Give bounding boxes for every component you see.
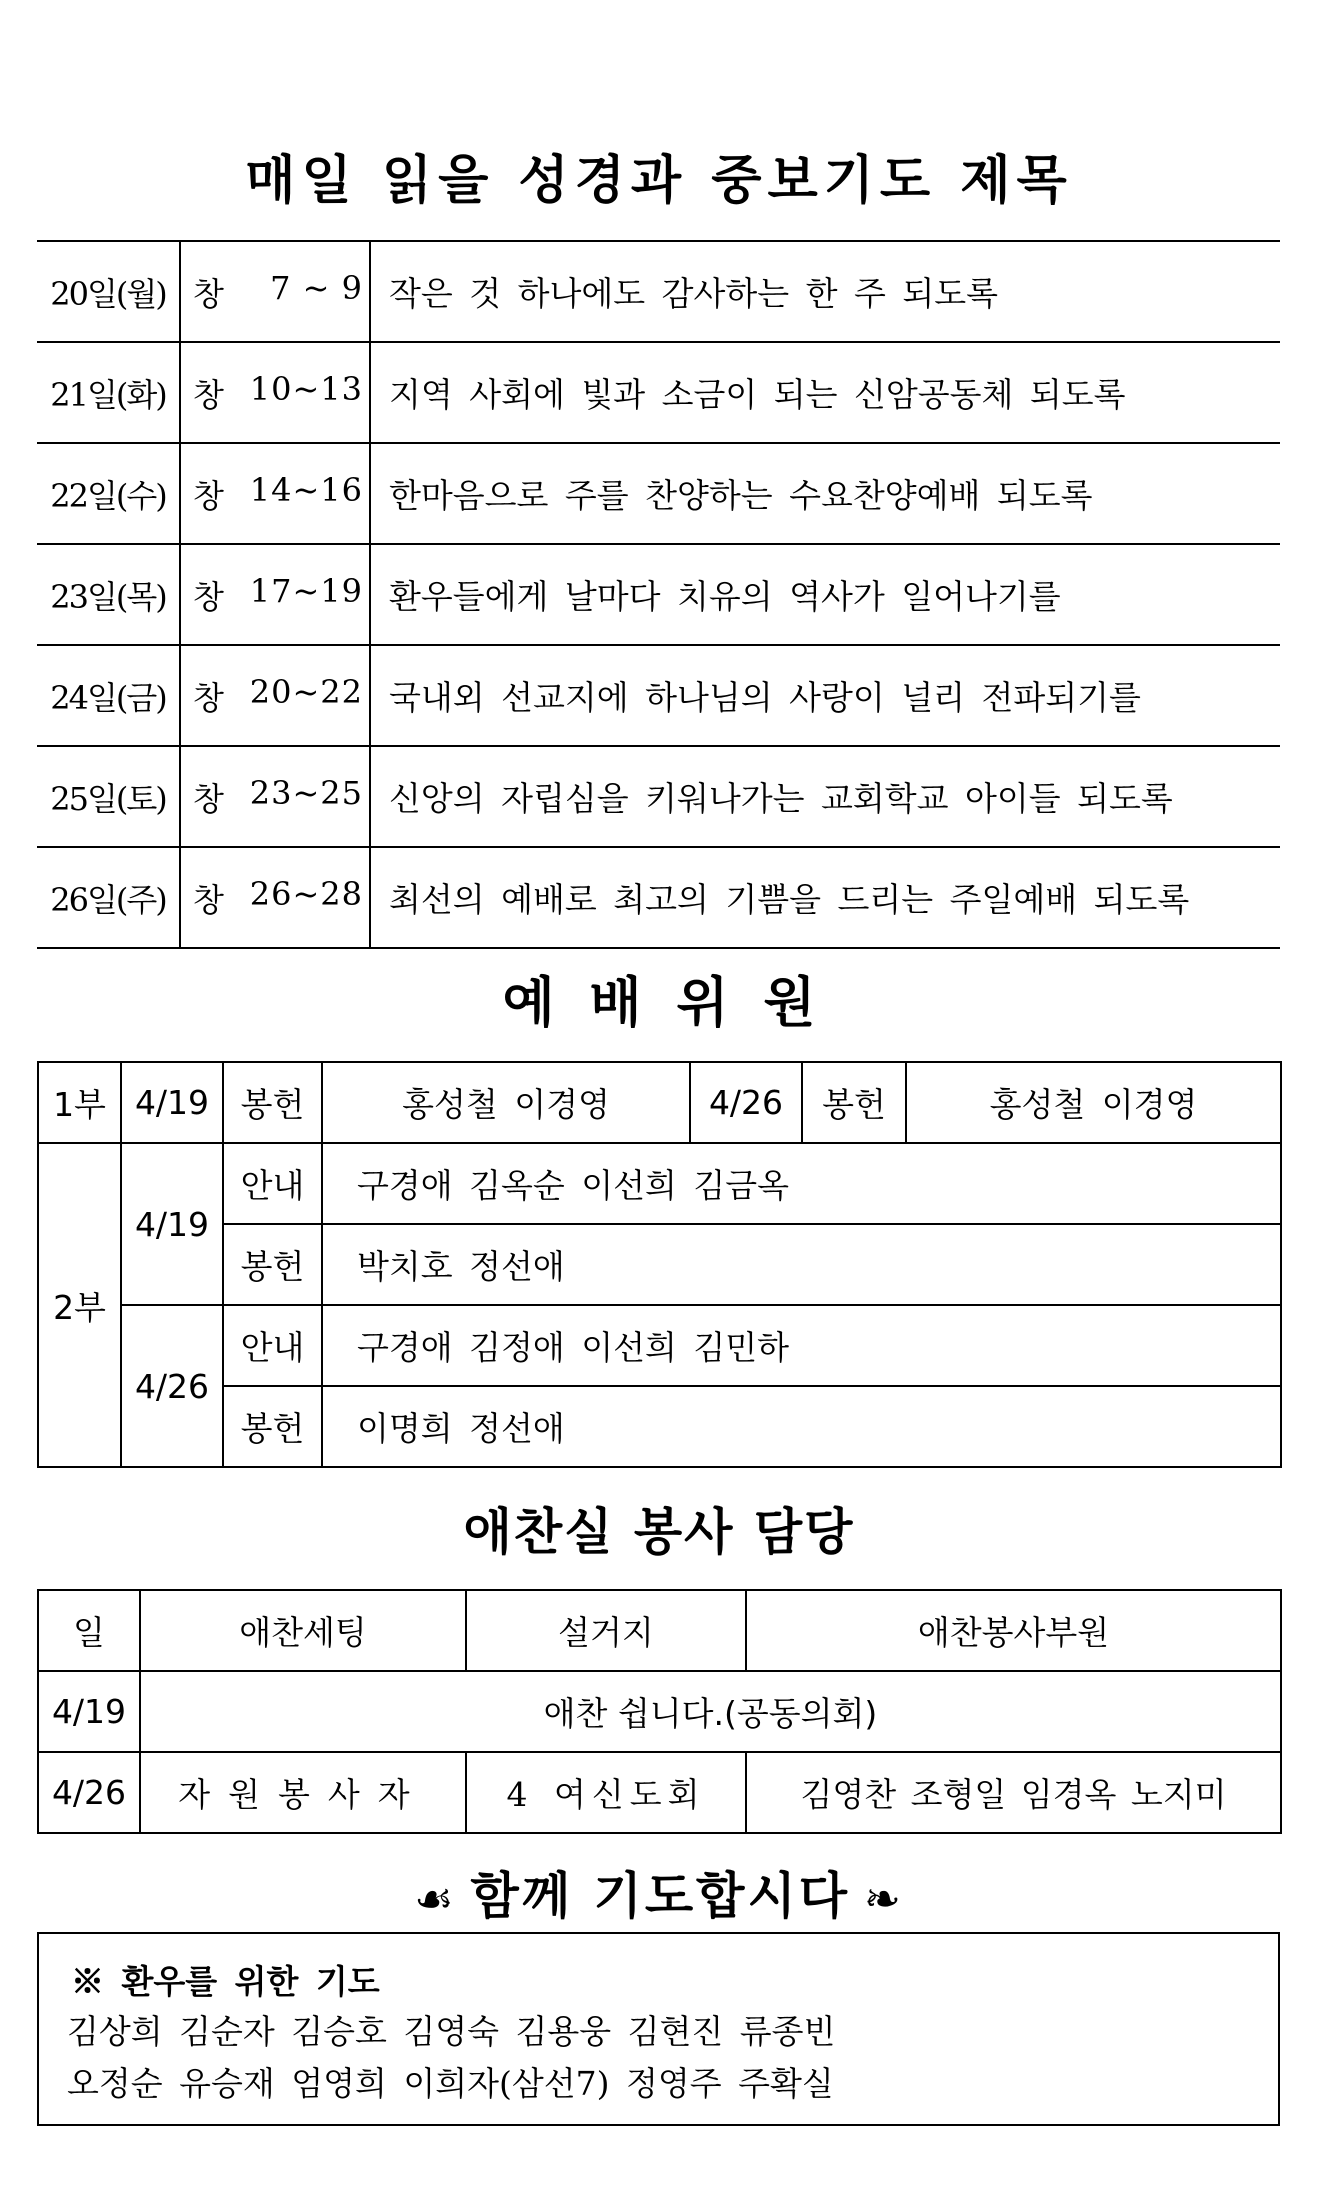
scripture-cell: [180, 342, 370, 443]
fellowship-duty-title: 애찬실 봉사 담당: [463, 1503, 855, 1561]
ornament-right-icon: ❧: [864, 1874, 904, 1925]
table-row: [37, 544, 1280, 645]
table-row: [37, 746, 1280, 847]
day-cell: 26일(주): [37, 847, 180, 948]
prayer-box: [37, 1932, 1280, 2126]
day-cell: 23일(목): [37, 544, 180, 645]
prayer-topic-cell: 최선의 예배로 최고의 기쁨을 드리는 주일예배 되도록: [370, 847, 1280, 948]
role-cell: 안내: [223, 1305, 322, 1386]
prayer-topic-cell: 국내외 선교지에 하나님의 사랑이 널리 전파되기를: [370, 645, 1280, 746]
service-label: 1부: [38, 1062, 121, 1143]
header-dishes: 설거지: [466, 1590, 746, 1671]
dishes-cell: 4 여신도회: [466, 1752, 746, 1833]
table-header-row: [38, 1590, 1281, 1671]
date-cell: 4/19: [121, 1143, 223, 1305]
table-row: [38, 1671, 1281, 1752]
names-cell: 홍성철 이경영: [906, 1062, 1281, 1143]
scripture-cell: [180, 443, 370, 544]
book-label: 창: [193, 375, 224, 414]
fellowship-duty-table: [37, 1589, 1282, 1834]
scripture-cell: [180, 746, 370, 847]
scripture-cell: [180, 645, 370, 746]
chapter-label: 17~19: [249, 571, 363, 610]
chapter-label: 23~25: [249, 773, 363, 812]
prayer-heading: ※ 환우를 위한 기도: [71, 1962, 380, 2001]
prayer-names-line: 김상희 김순자 김승호 김영숙 김용웅 김현진 류종빈: [67, 2012, 836, 2051]
date-cell: 4/19: [38, 1671, 140, 1752]
day-cell: 25일(토): [37, 746, 180, 847]
worship-committee-title: 예 배 위 원: [502, 971, 816, 1034]
day-cell: 22일(수): [37, 443, 180, 544]
table-row: [37, 645, 1280, 746]
chapter-label: 26~28: [249, 874, 363, 913]
date-cell: 4/19: [121, 1062, 223, 1143]
book-label: 창: [193, 678, 224, 717]
header-date: 일: [38, 1590, 140, 1671]
members-cell: 김영찬 조형일 임경옥 노지미: [746, 1752, 1281, 1833]
role-cell: 봉헌: [223, 1224, 322, 1305]
prayer-topic-cell: 지역 사회에 빛과 소금이 되는 신암공동체 되도록: [370, 342, 1280, 443]
day-cell: 20일(월): [37, 241, 180, 342]
header-setting: 애찬세팅: [140, 1590, 466, 1671]
names-cell: 박치호 정선애: [322, 1224, 1281, 1305]
prayer-topic-cell: 환우들에게 날마다 치유의 역사가 일어나기를: [370, 544, 1280, 645]
date-cell: 4/26: [38, 1752, 140, 1833]
table-row: [38, 1143, 1281, 1224]
date-cell: 4/26: [121, 1305, 223, 1467]
ornament-left-icon: ☙: [414, 1874, 457, 1925]
names-cell: 이명희 정선애: [322, 1386, 1281, 1467]
table-row: [37, 847, 1280, 948]
role-cell: 봉헌: [223, 1386, 322, 1467]
date-cell: 4/26: [690, 1062, 802, 1143]
names-cell: 구경애 김정애 이선희 김민하: [322, 1305, 1281, 1386]
book-label: 창: [193, 274, 224, 313]
book-label: 창: [193, 476, 224, 515]
bible-reading-table: [37, 240, 1280, 949]
bible-reading-title: 매일 읽을 성경과 중보기도 제목: [245, 151, 1073, 211]
book-label: 창: [193, 779, 224, 818]
names-cell: 구경애 김옥순 이선희 김금옥: [322, 1143, 1281, 1224]
worship-committee-table: [37, 1061, 1282, 1468]
names-cell: 홍성철 이경영: [322, 1062, 690, 1143]
table-row: [38, 1224, 1281, 1305]
table-row: [38, 1386, 1281, 1467]
chapter-label: 7 ~ 9: [270, 268, 363, 307]
prayer-title: [0, 1856, 1318, 1936]
role-cell: 봉헌: [223, 1062, 322, 1143]
service-label: 2부: [38, 1143, 121, 1467]
chapter-label: 20~22: [249, 672, 363, 711]
day-cell: 24일(금): [37, 645, 180, 746]
role-cell: 안내: [223, 1143, 322, 1224]
prayer-topic-cell: 작은 것 하나에도 감사하는 한 주 되도록: [370, 241, 1280, 342]
setting-cell: 자원봉사자: [140, 1752, 466, 1833]
prayer-names-line: 오정순 유승재 엄영희 이희자(삼선7) 정영주 주확실: [67, 2064, 834, 2103]
book-label: 창: [193, 577, 224, 616]
chapter-label: 14~16: [249, 470, 363, 509]
prayer-topic-cell: 신앙의 자립심을 키워나가는 교회학교 아이들 되도록: [370, 746, 1280, 847]
scripture-cell: [180, 544, 370, 645]
table-row: [37, 241, 1280, 342]
prayer-title-text: 함께 기도합시다: [470, 1867, 851, 1925]
day-cell: 21일(화): [37, 342, 180, 443]
prayer-topic-cell: 한마음으로 주를 찬양하는 수요찬양예배 되도록: [370, 443, 1280, 544]
table-row: [38, 1062, 1281, 1143]
chapter-label: 10~13: [249, 369, 363, 408]
book-label: 창: [193, 880, 224, 919]
table-row: [37, 342, 1280, 443]
scripture-cell: [180, 847, 370, 948]
table-row: [38, 1305, 1281, 1386]
note-cell: 애찬 쉽니다.(공동의회): [140, 1671, 1281, 1752]
header-members: 애찬봉사부원: [746, 1590, 1281, 1671]
scripture-cell: [180, 241, 370, 342]
role-cell: 봉헌: [802, 1062, 906, 1143]
table-row: [38, 1752, 1281, 1833]
table-row: [37, 443, 1280, 544]
